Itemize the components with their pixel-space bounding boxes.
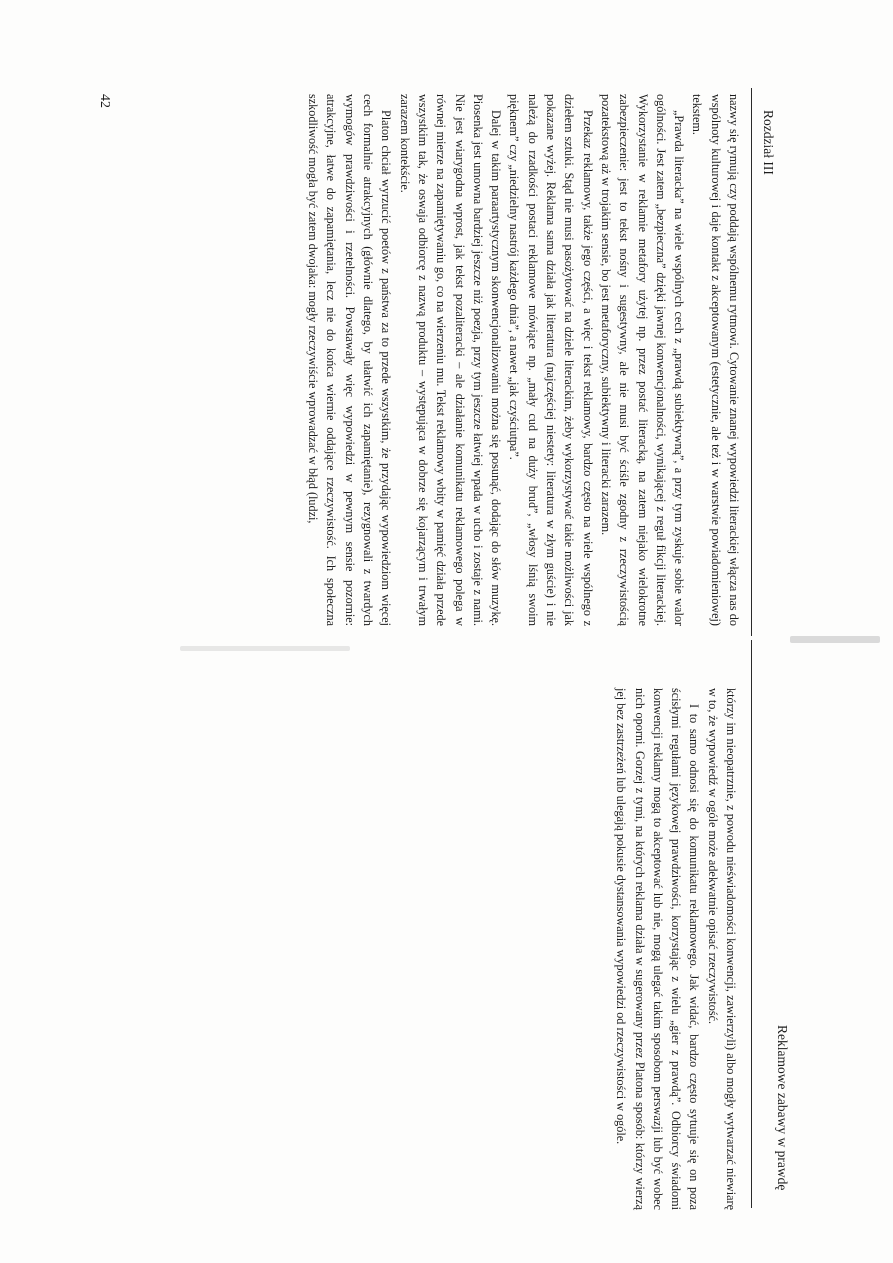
paragraph: I to samo odnosi się do komunikatu reklamowego. Jak widać, bardzo często sytuuje się on poza ścisłymi regułami językowej prawdziwości, korzystając z wielu „gier z prawdą”. Odbiorcy świadomi konwencji reklamy mogą to akceptować lub nie, mogą ulegać takim sposobom perswazji lub być wobec nich oporni. Gorzej z tymi, na których reklama działa w sugerowany przez Platona sposób: którzy wierzą jej bez zastrzeżeń lub ulegają pokusie dystansowania wypowiedzi od rzeczywistości w ogóle.: [614, 688, 702, 1210]
page-number: 42: [97, 94, 112, 108]
paragraph: nazwy się rymują czy poddają wspólnemu rytmowi. Cytowanie znanej wypowiedzi literackiej włącza nas do wspólnoty kulturowej i daje kontakt z akceptowanym (estetycznie, ale też i w warstwie powiadomieniowej) tekstem.: [690, 94, 741, 626]
left-running-head: Rozdział III: [761, 110, 776, 175]
right-page-text: [510, 688, 740, 1210]
paragraph: Dalej w takim paraartystycznym skonwencjonalizowaniu można się posunąć, dodając do słów muzykę. Piosenka jest umowna bardziej jeszcze niż poezja, przy tym jeszcze łatwiej wpada w ucho i zostaje z nami. Nie jest wiarygodna wprost, jak tekst pozaliteracki – ale działanie komunikatu reklamowego polega w równej mierze na zapamiętywaniu go, co na wierzeniu mu. Tekst reklamowy wbity w pamięć działa przede wszystkim tak, że oswaja odbiorcę z nazwą produktu – występująca w dobrze się kojarzącym i trwałym zarazem kontekście.: [397, 94, 504, 626]
paragraph: Przekaz reklamowy, także jego części, a więc i tekst reklamowy, bardzo często na wiele wspólnego z dziełem sztuki. Stąd nie musi pasożytować na dziele literackim, żeby wykorzystywać takie możliwości jak pokazane wyżej. Reklama sama działa jak literatura (najczęściej niestety: literatura w złym guście) i nie należą do rzadkości postaci reklamowe mówiące np. „mały cud na duży brud”, „włosy lśnią swoim pięknem” czy „niedzielny nastrój każdego dnia”, a nawet „jak czyściutpa”.: [507, 94, 595, 626]
left-page-text: [183, 94, 743, 626]
right-running-head: Reklamowe zabawy w prawdę: [775, 1025, 790, 1191]
left-header-rule: [751, 88, 752, 636]
paragraph: „Prawda literacka” na wiele wspólnych cech z „prawdą subiektywną”, a przy tym zyskuje sobie walor ogólności. Jest zatem „bezpieczna” dzięki jawnej konwencjonalności, wynikającej z reguł fikcji literackiej. Wykorzystanie w reklamie metafory użytej np. przez postać literacką, na zatem niejako wielokrotne zabezpieczenie: jest to tekst nośny i sugestywny, ale nie musi być ściśle zgodny z rzeczywistością pozatekstową aż w trojakim sensie, bo jest metaforyczny, subiektywny i literacki zarazem.: [598, 94, 687, 626]
scan-smudge: [790, 636, 880, 643]
paragraph: Platon chciał wyrzucić poetów z państwa za to przede wszystkim, że przydając wypowiedziom więcej cech formalnie atrakcyjnych (głównie dlatego, by ułatwić ich zapamiętanie), rezygnowali z twardych wymogów prawdziwości i rzetelności. Powstawały więc wypowiedzi w pewnym sensie pozornie: atrakcyjne, łatwe do zapamiętania, lecz nie do końca wiernie oddające rzeczywistość. Ich społeczna szkodliwość mogła być zatem dwojaka: mogły rzeczywiście wprowadzać w błąd (ludzi,: [306, 94, 394, 626]
scan-smudge: [180, 646, 350, 651]
right-header-rule: [751, 640, 752, 1208]
paragraph: którzy im nieopatrznie, z powodu nieświadomości konwencji, zawierzyli) albo mogły wytwarzać niewiarę w to, że wypowiedź w ogóle może adekwatnie opisać rzeczywistość.: [705, 688, 738, 1210]
